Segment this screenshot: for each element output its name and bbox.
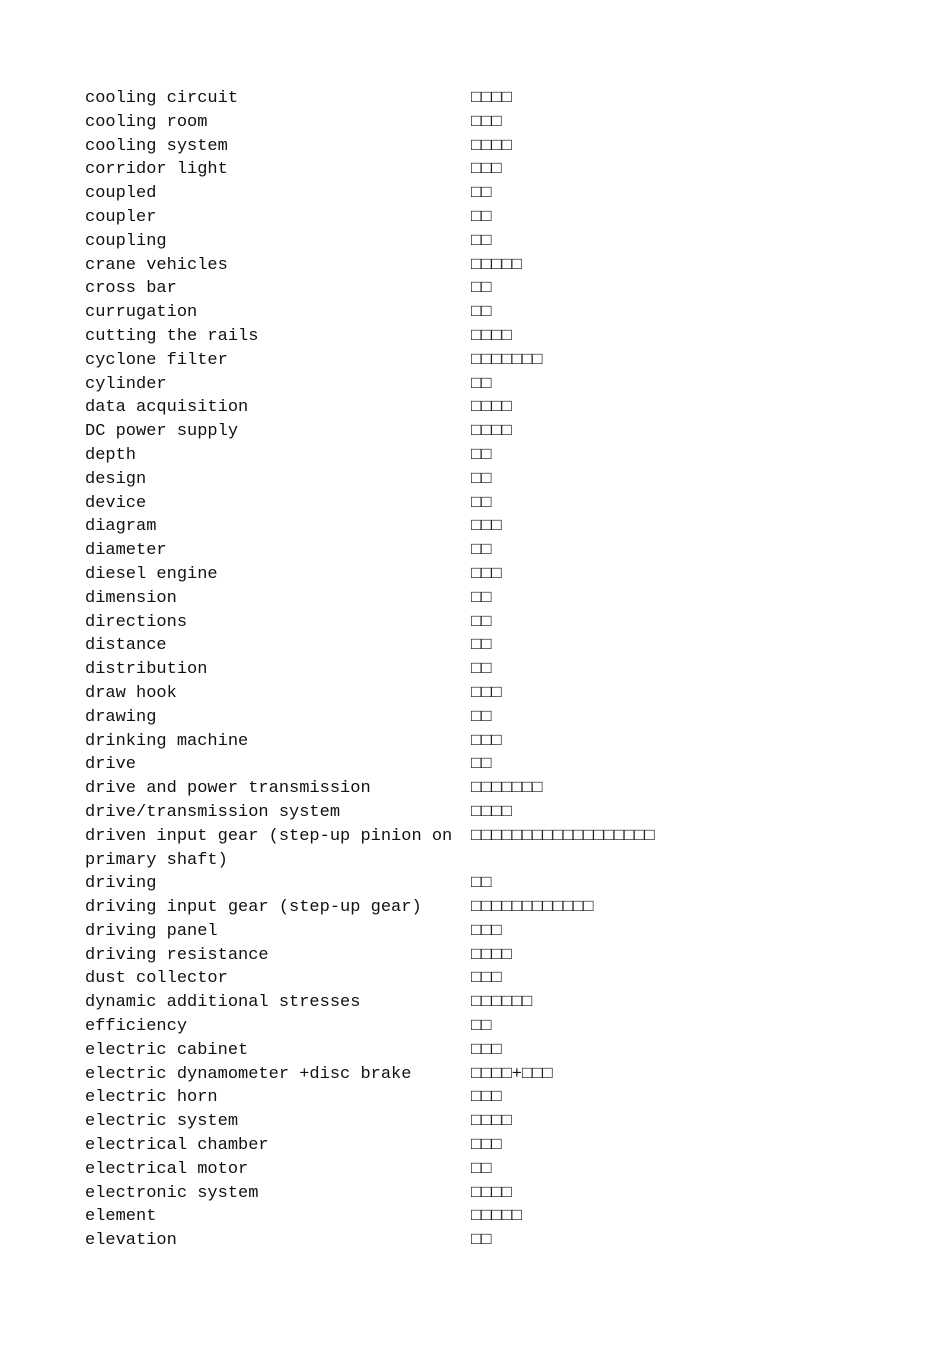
glossary-row [85, 1015, 785, 1039]
glossary-term: cross bar [85, 279, 177, 299]
glossary-translation: □□□ [471, 1040, 502, 1060]
glossary-row [85, 87, 785, 111]
glossary-row [85, 396, 785, 420]
glossary-translation: □□□□ [471, 1112, 512, 1132]
glossary-row [85, 135, 785, 159]
glossary-row [85, 563, 785, 587]
glossary-term: diesel engine [85, 564, 218, 584]
glossary-term: efficiency [85, 1017, 188, 1037]
glossary-translation: □□□□ [471, 1183, 512, 1203]
glossary-row [85, 730, 785, 754]
glossary-row [85, 967, 785, 991]
glossary-row [85, 896, 785, 920]
glossary-term: device [85, 493, 147, 513]
glossary-term: dimension [85, 588, 177, 608]
glossary-term: data acquisition [85, 398, 249, 418]
glossary-row [85, 206, 785, 230]
glossary-translation: □□□□ [471, 326, 512, 346]
glossary-row [85, 801, 785, 825]
glossary-term: dynamic additional stresses [85, 993, 361, 1013]
glossary-row [85, 753, 785, 777]
glossary-translation: □□□□ [471, 945, 512, 965]
glossary-row [85, 1039, 785, 1063]
glossary-term: element [85, 1207, 157, 1227]
glossary-term: driving input gear (step-up gear) [85, 898, 422, 918]
glossary-term: electronic system [85, 1183, 259, 1203]
glossary-term: cooling room [85, 112, 208, 132]
glossary-translation: □□ [471, 303, 492, 323]
glossary-translation: □□ [471, 755, 492, 775]
glossary-term: drinking machine [85, 731, 249, 751]
glossary-term: electric system [85, 1112, 239, 1132]
glossary-translation: □□□□□□□□□□□□ [471, 898, 594, 918]
glossary-translation: □□□ [471, 731, 502, 751]
glossary-row [85, 777, 785, 801]
glossary-row [85, 872, 785, 896]
glossary-translation: □□ [471, 184, 492, 204]
glossary-translation: □□□□ [471, 422, 512, 442]
glossary-row [85, 301, 785, 325]
glossary-translation: □□ [471, 1231, 492, 1251]
glossary-row [85, 254, 785, 278]
glossary-translation: □□ [471, 445, 492, 465]
glossary-translation: □□□ [471, 969, 502, 989]
glossary-row [85, 420, 785, 444]
glossary-translation: □□ [471, 588, 492, 608]
glossary-row [85, 373, 785, 397]
glossary-term: electric cabinet [85, 1040, 249, 1060]
glossary-translation: □□□□ [471, 802, 512, 822]
glossary-row [85, 920, 785, 944]
glossary-translation: □□ [471, 231, 492, 251]
glossary-term: coupler [85, 207, 157, 227]
glossary-term: driving resistance [85, 945, 269, 965]
glossary-translation: □□□ [471, 921, 502, 941]
glossary-term: cutting the rails [85, 326, 259, 346]
glossary-row [85, 1063, 785, 1087]
glossary-term: drive and power transmission [85, 779, 371, 799]
glossary-translation: □□□ [471, 517, 502, 537]
glossary-row [85, 182, 785, 206]
glossary-row [85, 158, 785, 182]
glossary-row [85, 682, 785, 706]
glossary-term: currugation [85, 303, 198, 323]
glossary-term: driven input gear (step-up pinion on primary shaft) [85, 826, 463, 870]
glossary-translation: □□□□ [471, 136, 512, 156]
glossary-term: cyclone filter [85, 350, 228, 370]
glossary-term: cylinder [85, 374, 167, 394]
glossary-term: driving panel [85, 921, 218, 941]
glossary-term: drive/transmission system [85, 802, 341, 822]
glossary-translation: □□□ [471, 564, 502, 584]
glossary-translation: □□□ [471, 683, 502, 703]
glossary-row [85, 658, 785, 682]
glossary-row [85, 1134, 785, 1158]
glossary-row [85, 515, 785, 539]
glossary-translation: □□ [471, 1159, 492, 1179]
glossary-row [85, 230, 785, 254]
glossary-list [85, 87, 785, 1253]
glossary-row [85, 492, 785, 516]
glossary-translation: □□□□□ [471, 255, 523, 275]
glossary-term: electrical chamber [85, 1136, 269, 1156]
glossary-row [85, 1182, 785, 1206]
glossary-term: electrical motor [85, 1159, 249, 1179]
glossary-translation: □□□ [471, 112, 502, 132]
glossary-row [85, 611, 785, 635]
glossary-row [85, 1205, 785, 1229]
glossary-row [85, 325, 785, 349]
glossary-translation: □□ [471, 707, 492, 727]
glossary-term: corridor light [85, 160, 228, 180]
glossary-row [85, 706, 785, 730]
glossary-translation: □□ [471, 660, 492, 680]
glossary-row [85, 1229, 785, 1253]
glossary-row [85, 468, 785, 492]
glossary-term: electric horn [85, 1088, 218, 1108]
glossary-term: electric dynamometer +disc brake [85, 1064, 412, 1084]
glossary-term: coupled [85, 184, 157, 204]
glossary-row [85, 277, 785, 301]
glossary-term: design [85, 469, 147, 489]
glossary-row [85, 634, 785, 658]
glossary-translation: □□□ [471, 1136, 502, 1156]
glossary-translation: □□□□□□□ [471, 779, 543, 799]
glossary-translation: □□ [471, 493, 492, 513]
glossary-term: depth [85, 445, 137, 465]
glossary-translation: □□ [471, 1017, 492, 1037]
glossary-translation: □□ [471, 612, 492, 632]
glossary-term: cooling circuit [85, 89, 239, 108]
glossary-translation: □□□□ [471, 89, 512, 108]
glossary-translation: □□ [471, 279, 492, 299]
glossary-translation: □□□□□ [471, 1207, 523, 1227]
glossary-row [85, 944, 785, 968]
glossary-row [85, 1158, 785, 1182]
glossary-translation: □□ [471, 636, 492, 656]
glossary-term: drawing [85, 707, 157, 727]
glossary-term: driving [85, 874, 157, 894]
glossary-translation: □□ [471, 874, 492, 894]
glossary-row [85, 111, 785, 135]
glossary-term: diagram [85, 517, 157, 537]
glossary-translation: □□□□□□□ [471, 350, 543, 370]
glossary-term: diameter [85, 541, 167, 561]
glossary-translation: □□□□□□□□□□□□□□□□□□ [471, 826, 655, 846]
glossary-translation: □□□ [471, 1088, 502, 1108]
glossary-translation: □□□□+□□□ [471, 1064, 553, 1084]
glossary-row [85, 444, 785, 468]
glossary-term: directions [85, 612, 188, 632]
glossary-term: cooling system [85, 136, 228, 156]
glossary-row [85, 587, 785, 611]
glossary-row [85, 1110, 785, 1134]
glossary-translation: □□□ [471, 160, 502, 180]
glossary-translation: □□□□□□ [471, 993, 533, 1013]
glossary-translation: □□ [471, 469, 492, 489]
glossary-row [85, 1086, 785, 1110]
glossary-term: distance [85, 636, 167, 656]
glossary-term: dust collector [85, 969, 228, 989]
glossary-term: draw hook [85, 683, 177, 703]
glossary-row [85, 825, 785, 873]
glossary-term: crane vehicles [85, 255, 228, 275]
glossary-row [85, 349, 785, 373]
glossary-translation: □□ [471, 207, 492, 227]
glossary-translation: □□ [471, 541, 492, 561]
glossary-term: coupling [85, 231, 167, 251]
glossary-translation: □□ [471, 374, 492, 394]
glossary-row [85, 991, 785, 1015]
glossary-term: elevation [85, 1231, 177, 1251]
glossary-row [85, 539, 785, 563]
glossary-term: drive [85, 755, 137, 775]
glossary-translation: □□□□ [471, 398, 512, 418]
glossary-term: DC power supply [85, 422, 239, 442]
glossary-term: distribution [85, 660, 208, 680]
